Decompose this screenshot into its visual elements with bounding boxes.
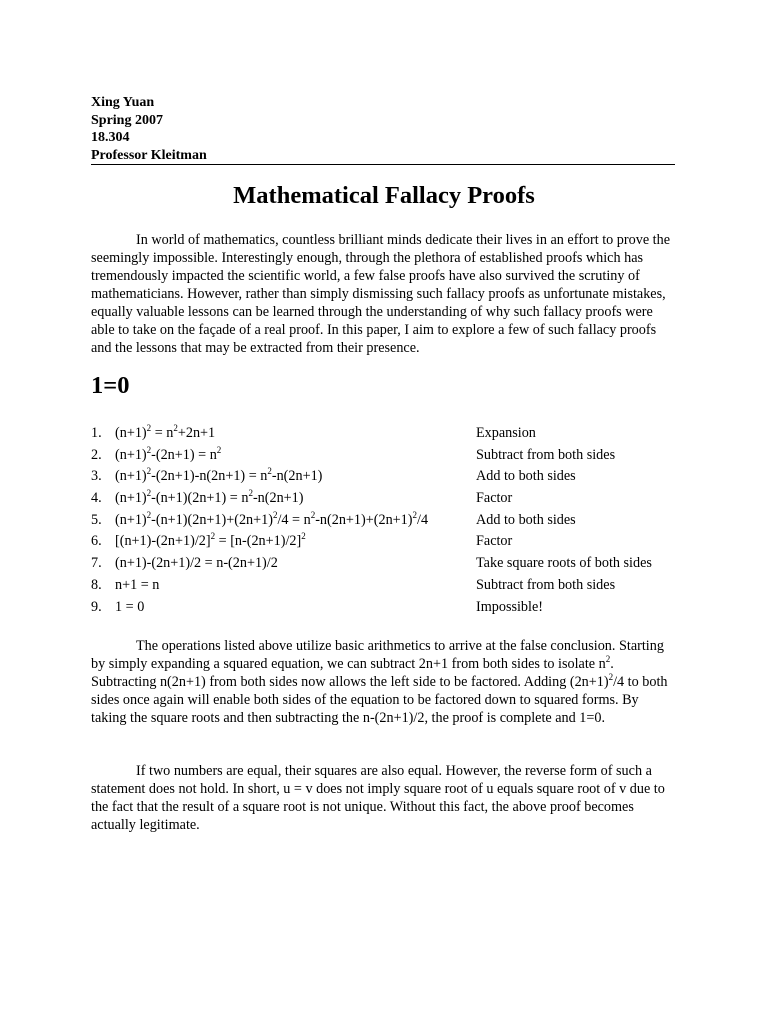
explanation-text-b: . Subtracting n(2n+1) from both sides now allows the left side to be factored. Adding (2n+1): [91, 656, 614, 690]
step-reason: Factor: [476, 533, 513, 550]
proof-steps: [91, 423, 691, 618]
conclusion-paragraph: [91, 762, 676, 834]
step-number: 7.: [91, 555, 102, 572]
step-number: 9.: [91, 598, 102, 615]
section-heading: 1=0: [91, 372, 130, 399]
proof-step: [91, 466, 691, 488]
proof-step: [91, 553, 691, 575]
proof-step: [91, 445, 691, 467]
author-header: [91, 94, 675, 165]
step-reason: Expansion: [476, 425, 536, 441]
proof-step: [91, 488, 691, 510]
step-number: 8.: [91, 576, 102, 593]
conclusion-text: If two numbers are equal, their squares are also equal. However, the reverse form of such a statement does not hold. In short, u = v does not imply square root of u equals square root of v due to the fact that the result of a square root is not unique. Without this fact, the above proof becomes actually legitimate.: [91, 763, 665, 833]
proof-step: [91, 510, 691, 532]
step-number: 1.: [91, 425, 102, 441]
step-reason: Subtract from both sides: [476, 446, 616, 463]
professor-line: [91, 147, 675, 166]
step-number: 5.: [91, 511, 102, 528]
proof-step: [91, 531, 691, 553]
explanation-paragraph: The operations listed above utilize basic arithmetics to arrive at the false conclusion. Starting by simply expanding a squared equation, we can subtract 2n+1 from both sides to isolate $n^2$. Subtracting n(2n+1) from both sides now allows the left side to be factored. Adding $(2n+1)^2/4$ to both sides once again will enable both sides of the equation to be factored down to squared forms. By taking the square roots and then subtracting the n-(2n+1)/2, the proof is complete and 1=0.: [91, 638, 668, 726]
step-equation: $[(n+1)-(2n+1)/2]^2 = [n-(2n+1)/2]^2$: [115, 531, 306, 550]
step-number: 3.: [91, 468, 102, 485]
step-reason: Subtract from both sides: [476, 576, 616, 593]
step-reason: Add to both sides: [476, 468, 576, 485]
term: Spring 2007: [91, 112, 163, 128]
step-equation: 1 = 0: [115, 598, 145, 615]
intro-text: In world of mathematics, countless brilliant minds dedicate their lives in an effort to prove the seemingly impossible. Interestingly enough, through the plethora of established proofs which has tremendously impacted the scientific world, a few false proofs have also survived the scrutiny of mathematicians. However, rather than simply dismissing such fallacy proofs as unfortunate mistakes, equally valuable lessons can be learned through the understanding of why such fallacy proofs were able to take on the façade of a real proof. In this paper, I aim to explore a few of such fallacy proofs and the lessons that may be extracted from their presence.: [91, 232, 670, 356]
step-equation: $(n+1)^2-(n+1)(2n+1)+(2n+1)^2/4 = n^2-n(2n+1)+(2n+1)^2/4$: [115, 509, 429, 528]
author-name: Xing Yuan: [91, 95, 155, 110]
step-equation: (n+1)-(2n+1)/2 = n-(2n+1)/2: [115, 555, 278, 572]
course-number: 18.304: [91, 130, 130, 145]
proof-step: [91, 597, 691, 619]
step-number: 2.: [91, 446, 102, 463]
step-equation: $(n+1)^2-(2n+1)-n(2n+1) = n^2-n(2n+1)$: [115, 466, 323, 485]
step-reason: Add to both sides: [476, 511, 576, 528]
step-reason: Impossible!: [476, 598, 543, 615]
explanation-text-a: The operations listed above utilize basic arithmetics to arrive at the false conclusion. Starting by simply expanding a squared equation, we can subtract 2n+1 from both sides to isolate n: [91, 638, 664, 672]
step-number: 6.: [91, 533, 102, 550]
proof-step: [91, 575, 691, 597]
intro-paragraph: [91, 231, 676, 357]
step-reason: Factor: [476, 490, 513, 507]
step-equation: $(n+1)^2-(n+1)(2n+1) = n^2-n(2n+1)$: [115, 488, 304, 507]
step-reason: Take square roots of both sides: [476, 555, 652, 572]
professor-name: Professor Kleitman: [91, 147, 207, 163]
step-number: 4.: [91, 490, 102, 507]
step-equation: n+1 = n: [115, 576, 160, 593]
page-title: Mathematical Fallacy Proofs: [233, 182, 535, 209]
proof-step: [91, 423, 691, 445]
step-equation: $(n+1)^2 = n^2+2n+1$: [115, 423, 216, 441]
explanation-text-c: /4 to both sides once again will enable both sides of the equation to be factored down to squared forms. By taking the square roots and then subtracting the n-(2n+1)/2, the proof is complete and 1=0.: [91, 674, 668, 726]
step-equation: $(n+1)^2-(2n+1) = n^2$: [115, 444, 222, 463]
